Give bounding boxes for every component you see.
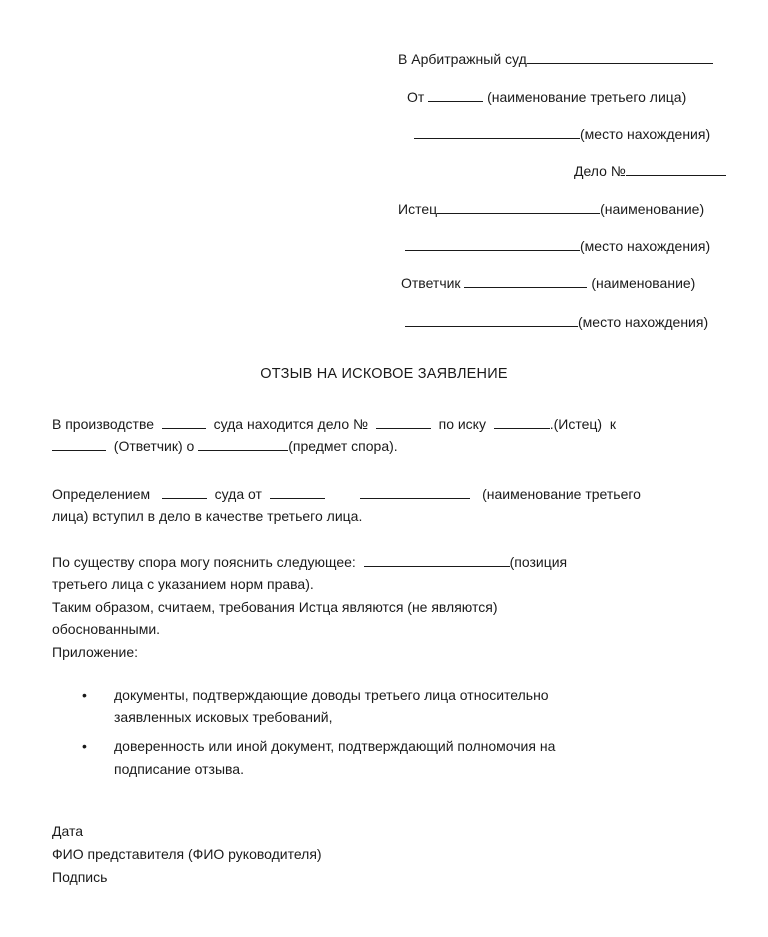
paragraph-2-line-1 bbox=[52, 483, 641, 505]
list-item-continuation: заявленных исковых требований, bbox=[114, 709, 333, 725]
blank bbox=[198, 438, 288, 451]
court-line bbox=[398, 50, 713, 68]
plaintiff-blank bbox=[437, 201, 600, 214]
location-label-2: (место нахождения) bbox=[580, 238, 711, 254]
representative-label: ФИО представителя (ФИО руководителя) bbox=[52, 846, 322, 862]
case-number-line bbox=[574, 162, 726, 180]
blank bbox=[360, 486, 470, 499]
case-number-label: Дело № bbox=[574, 163, 626, 179]
paragraph-2-line-2: лица) вступил в дело в качестве третьего лица. bbox=[52, 508, 363, 524]
court-blank bbox=[527, 51, 713, 64]
blank bbox=[376, 416, 431, 429]
blank bbox=[52, 438, 106, 451]
text: по иску bbox=[438, 416, 486, 432]
bullet-icon: • bbox=[82, 738, 87, 754]
document-title: ОТЗЫВ НА ИСКОВОЕ ЗАЯВЛЕНИЕ bbox=[260, 366, 508, 382]
text: (наименование третьего bbox=[482, 486, 641, 502]
paragraph-1-line-1 bbox=[52, 413, 616, 435]
plaintiff-label: Истец bbox=[398, 201, 438, 217]
text: суда находится дело № bbox=[213, 416, 369, 432]
defendant-line bbox=[401, 274, 695, 292]
text: доверенность или иной документ, подтверждающий полномочия на bbox=[114, 738, 556, 754]
text: В производстве bbox=[52, 416, 155, 432]
location-blank-3 bbox=[405, 314, 578, 327]
location-blank-2 bbox=[405, 238, 580, 251]
text: .(Истец) bbox=[549, 416, 603, 432]
location-label-1: (место нахождения) bbox=[580, 126, 711, 142]
from-blank bbox=[428, 89, 483, 102]
location-label-3: (место нахождения) bbox=[578, 314, 709, 330]
blank bbox=[364, 554, 510, 567]
paragraph-3-line-1 bbox=[52, 551, 567, 573]
defendant-label: Ответчик bbox=[401, 275, 461, 291]
location-line-3 bbox=[405, 313, 708, 331]
location-line-2 bbox=[405, 237, 710, 255]
text: (Ответчик) о bbox=[113, 438, 195, 454]
location-blank-1 bbox=[414, 126, 580, 139]
list-item bbox=[82, 735, 555, 757]
from-label: От bbox=[407, 89, 425, 105]
paragraph-3-line-2: третьего лица с указанием норм права). bbox=[52, 576, 314, 592]
defendant-blank bbox=[464, 275, 587, 288]
third-party-name-label: (наименование третьего лица) bbox=[487, 89, 687, 105]
paragraph-1-line-2 bbox=[52, 435, 398, 457]
list-item bbox=[82, 684, 549, 706]
plaintiff-line bbox=[398, 200, 704, 218]
text: Определением bbox=[52, 486, 151, 502]
text: суда от bbox=[214, 486, 262, 502]
blank bbox=[162, 486, 207, 499]
blank bbox=[162, 416, 206, 429]
date-label: Дата bbox=[52, 823, 84, 839]
court-label: В Арбитражный суд bbox=[398, 51, 527, 67]
plaintiff-name-label: (наименование) bbox=[600, 201, 705, 217]
blank bbox=[270, 486, 325, 499]
text: документы, подтверждающие доводы третьего лица относительно bbox=[114, 687, 549, 703]
text: к bbox=[609, 416, 616, 432]
list-item-continuation: подписание отзыва. bbox=[114, 761, 244, 777]
location-line-1 bbox=[414, 125, 710, 143]
case-number-blank bbox=[626, 163, 726, 176]
attachments-heading: Приложение: bbox=[52, 644, 139, 660]
paragraph-3-line-3: Таким образом, считаем, требования Истца являются (не являются) bbox=[52, 599, 498, 615]
signature-label: Подпись bbox=[52, 869, 108, 885]
from-line bbox=[407, 88, 686, 106]
bullet-icon: • bbox=[82, 687, 87, 703]
text: (позиция bbox=[509, 554, 568, 570]
blank bbox=[494, 416, 550, 429]
defendant-name-label: (наименование) bbox=[591, 275, 696, 291]
text: (предмет спора). bbox=[288, 438, 398, 454]
text: По существу спора могу пояснить следующее: bbox=[52, 554, 356, 570]
paragraph-3-line-4: обоснованными. bbox=[52, 621, 161, 637]
